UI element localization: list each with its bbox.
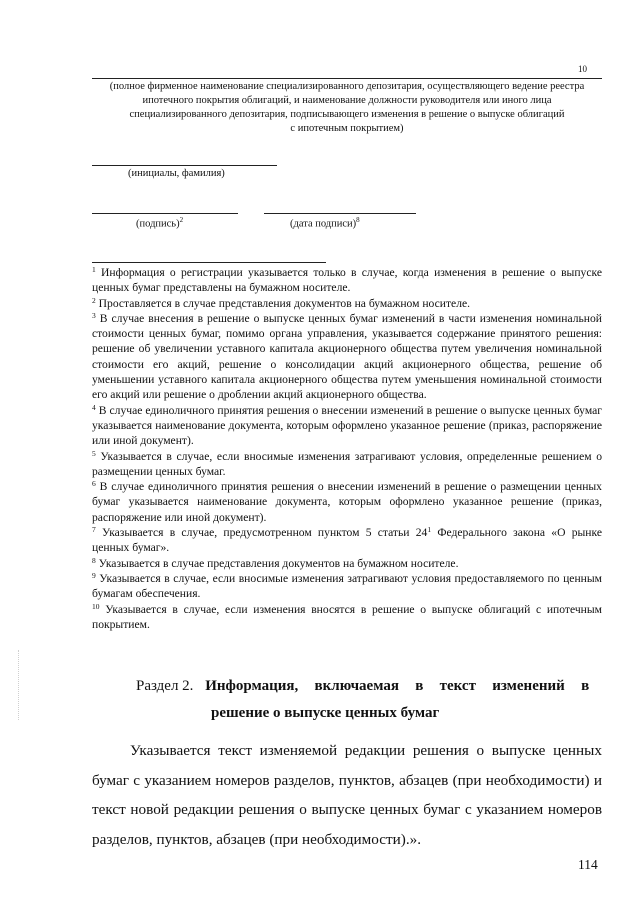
footnote-text: Федерального закона «О рынке ценных бумаг». — [92, 526, 602, 555]
depository-caption — [92, 80, 602, 136]
caption-line: с ипотечным покрытием) — [290, 123, 404, 134]
footnote-text: Указывается в случае, предусмотренном пунктом 5 статьи 24 — [102, 526, 428, 540]
section-heading — [136, 678, 602, 695]
caption-line: ипотечного покрытия облигаций, и наименование должности руководителя или иного лица — [142, 95, 552, 106]
footnote-number: 8 — [92, 555, 96, 565]
footnote-text: В случае единоличного принятия решения о внесении изменений в решение о выпуске ценных бумаг указывается наименование документа, которым оформлено указанное решение (приказ, распоряжение или иной документ). — [92, 403, 602, 448]
signature-footnote-ref: 2 — [179, 216, 184, 224]
signature-label-text: (подпись) — [136, 218, 180, 230]
footnote-number: 4 — [92, 402, 96, 412]
scan-margin-mark — [18, 650, 20, 720]
footnote-number: 10 — [92, 601, 100, 611]
signature-label — [136, 216, 183, 230]
footnote-number: 3 — [92, 310, 96, 320]
caption-line: специализированного депозитария, подписывающего изменения в решение о выпуске облигаций — [129, 109, 565, 120]
footnote-number: 6 — [92, 479, 96, 489]
footnote-9 — [92, 571, 602, 602]
footnote-text: Указывается в случае, если вносимые изменения затрагивают условия предоставляемого по ценным бумагам обеспечения. — [92, 571, 602, 601]
date-footnote-ref: 8 — [356, 216, 360, 224]
footnote-number: 1 — [92, 265, 96, 274]
page-number: 114 — [578, 857, 598, 872]
footnote-6 — [92, 479, 602, 525]
corner-page-number: 10 — [578, 64, 587, 74]
footnote-separator — [92, 262, 326, 263]
section-title-line1: Информация, включаемая в текст изменений в — [205, 678, 590, 694]
body-paragraph: Указывается текст изменяемой редакции решения о выпуске ценных бумаг с указанием номеров разделов, пунктов, абзацев (при необходимости) и текст новой редакции решения о выпуске ценных бумаг с указанием номеров разделов, пунктов, абзацев (при необходимости).». — [92, 742, 602, 848]
footnote-text: В случае единоличного принятия решения о внесении изменений в решение о размещении ценных бумаг указывается наименование документа, которым оформлено указанное решение (приказ, распоряжение или иной документ). — [92, 480, 602, 524]
footnote-text: Информация о регистрации указывается только в случае, когда изменения в решение о выпуске ценных бумаг представлены на бумажном носителе. — [92, 266, 602, 295]
article-superscript: 1 — [427, 525, 432, 535]
date-label-text: (дата подписи) — [290, 218, 357, 230]
footnote-number: 5 — [92, 448, 96, 458]
footnotes-block — [92, 265, 602, 632]
footnote-text: Указывается в случае, если изменения вносятся в решение о выпуске облигаций с ипотечным покрытием. — [92, 602, 602, 631]
footnote-text: Проставляется в случае представления документов на бумажном носителе. — [98, 296, 471, 310]
footnote-text: В случае внесения в решение о выпуске ценных бумаг изменений в части изменения номинальной стоимости ценных бумаг, помимо органа управления, указывается содержание принятого решения: решение об увеличении уставного капитала акционерного общества путем увеличения номинальной стоимости его акций, решение о консолидации акций акционерного общества, решение об уменьшении уставного капитала акционерного общества путем уменьшения номинальной стоимости его акций или решение о дроблении акций акционерного общества. — [92, 311, 602, 402]
depository-name-line — [92, 78, 602, 79]
initials-label: (инициалы, фамилия) — [128, 168, 225, 179]
footnote-number: 2 — [92, 295, 96, 305]
initials-line — [92, 165, 277, 166]
section-label: Раздел 2. — [136, 678, 194, 694]
footnote-5 — [92, 449, 602, 480]
date-line — [264, 213, 416, 214]
footnote-8 — [92, 556, 602, 571]
footnote-number: 7 — [92, 525, 96, 535]
signature-line — [92, 213, 238, 214]
footnote-3 — [92, 311, 602, 403]
footnote-10 — [92, 602, 602, 633]
footnote-number: 9 — [92, 570, 96, 580]
date-label — [290, 216, 360, 230]
footnote-7 — [92, 525, 602, 556]
footnote-4 — [92, 403, 602, 449]
caption-line: (полное фирменное наименование специализированного депозитария, осуществляющего ведение реестра — [109, 81, 585, 92]
section-title-line2: решение о выпуске ценных бумаг — [211, 705, 440, 721]
footnote-text: Указывается в случае представления документов на бумажном носителе. — [98, 556, 459, 570]
footnote-2 — [92, 296, 602, 311]
footnote-text: Указывается в случае, если вносимые изменения затрагивают условия, определенные решением о размещении ценных бумаг. — [92, 449, 602, 478]
footnote-1 — [92, 265, 602, 296]
